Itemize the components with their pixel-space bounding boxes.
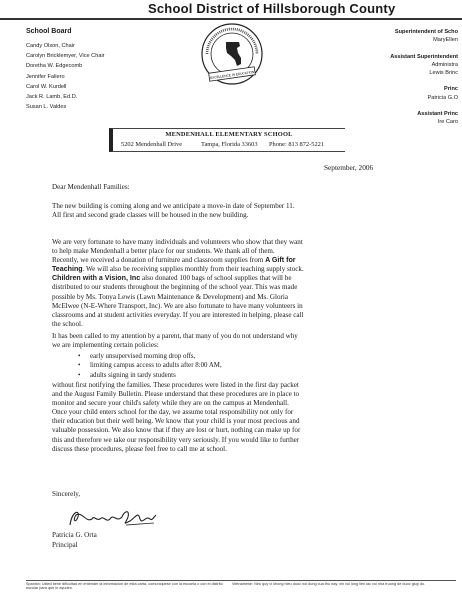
text-run: McElwee (N-E-Where Transport, Inc). We are also fortunate to have many volunteers in xyxy=(52,301,303,310)
school-phone: Phone: 813 872-5221 xyxy=(269,141,325,148)
closing: Sincerely, xyxy=(52,490,81,498)
text-line: discuss these procedures, please feel free to call me at school. xyxy=(52,444,227,453)
bullet-icon: • xyxy=(78,353,81,360)
admin-line: Superintendent of Scho xyxy=(394,29,458,35)
signer-name: Patricia G. Orta xyxy=(52,531,97,539)
admin-line: MaryEllen xyxy=(433,37,458,44)
bullet-icon: • xyxy=(78,362,81,370)
text-run: Recently, we received a donation of furniture and classroom supplies from xyxy=(52,256,266,265)
text-line: The new building is coming along and we anticipate a move-in date of September 11. xyxy=(52,202,295,210)
text-line xyxy=(52,265,412,274)
bold-text-run: Teaching xyxy=(52,265,83,274)
admin-line xyxy=(382,77,458,85)
admin-line: Lewis Brinc xyxy=(429,70,458,77)
text-run: also donated 100 bags of school supplies that will be xyxy=(140,274,292,283)
text-line: and the August Family Bulletin. Please understand that these procedures are in place to xyxy=(52,390,300,399)
bullet-item xyxy=(78,361,222,370)
text-run: possible by Ms. Tonya Lewis (Lawn Maintenance & Development) and Ms. Gloria xyxy=(52,292,288,301)
text-line: we are implementing certain policies: xyxy=(52,341,159,350)
footer-translation-note-right: Vietnamese: Neu quy vi khong hieu duoc noi dung cua thu nay, xin vui long lien lac voi nha truong de duoc giup do. xyxy=(232,582,426,586)
footer-divider xyxy=(26,580,456,581)
paragraph-2 xyxy=(52,238,412,329)
text-run: . We will also be receiving supplies monthly from their teaching supply stock. xyxy=(82,265,304,274)
letter-date: September, 2006 xyxy=(324,163,374,172)
school-info-box xyxy=(109,128,345,152)
text-line: All first and second grade classes will be housed in the new building. xyxy=(52,211,249,220)
bullet-text: early unsupervised morning drop offs, xyxy=(90,353,196,360)
district-title: School District of Hillsborough County xyxy=(148,1,396,16)
administration-column xyxy=(382,28,458,126)
board-member: Jack R. Lamb, Ed.D. xyxy=(26,94,78,101)
text-line xyxy=(52,274,412,283)
admin-line: Administra xyxy=(431,61,458,68)
signer-title: Principal xyxy=(52,541,78,549)
school-address: 5202 Mendenhall Drive xyxy=(121,141,183,148)
admin-line: Patricia G.O xyxy=(427,94,458,101)
text-line: their education but their well being. We know that your child is your most precious and xyxy=(52,417,300,426)
bullet-text: limiting campus access to adults after 8:00 AM, xyxy=(90,362,222,370)
school-board-list xyxy=(26,41,105,112)
text-run: We are very fortunate to have many individuals and volunteers who show that they want xyxy=(52,238,303,246)
text-run: distributed to our students throughout the beginning of the school year. This was made xyxy=(52,283,298,292)
board-member: Jennifer Faliero xyxy=(26,73,65,80)
bold-text-run: A Gift for xyxy=(265,256,296,265)
school-city: Tampa, Florida 33603 xyxy=(201,141,258,148)
school-name: MENDENHALL ELEMENTARY SCHOOL xyxy=(165,131,293,138)
bullet-item xyxy=(78,371,222,380)
admin-line xyxy=(382,44,458,52)
board-member: Susan L. Valdes xyxy=(26,104,67,111)
admin-line: Assistant Superintendent xyxy=(390,53,458,60)
svg-text:EXCELLENCE IN EDUCATION: EXCELLENCE IN EDUCATION xyxy=(209,69,255,81)
text-line: without first notifying the families. These procedures were listed in the first day packet xyxy=(52,381,299,389)
admin-line: Assistant Princ xyxy=(417,111,458,118)
text-line xyxy=(52,256,412,265)
admin-line: Ire Caro xyxy=(437,119,458,126)
text-line: this and therefore we take our responsibility very seriously. If you would like to further xyxy=(52,435,300,444)
salutation: Dear Mendenhall Families: xyxy=(52,183,130,191)
bullet-text: adults signing in tardy students xyxy=(90,371,176,379)
admin-line: Princ xyxy=(444,86,458,93)
header-divider xyxy=(0,18,462,20)
text-run: the school. xyxy=(52,319,83,328)
bullet-icon: • xyxy=(78,371,81,379)
text-line xyxy=(52,247,412,256)
paragraph-1 xyxy=(52,202,412,220)
bullet-item xyxy=(78,352,222,361)
admin-line xyxy=(382,102,458,110)
school-board-heading: School Board xyxy=(26,28,72,35)
paragraph-3-rest xyxy=(52,381,412,454)
text-line xyxy=(52,302,412,311)
text-line: monitor and secure your child's safety while they are on the campus at Mendenhall. xyxy=(52,399,289,408)
text-line xyxy=(52,283,412,292)
text-line xyxy=(52,238,412,247)
handwritten-signature xyxy=(66,505,158,533)
district-seal-logo xyxy=(199,22,265,88)
text-line: Once your child enters school for the day, we assume total responsibility not only for xyxy=(52,408,294,417)
board-member: Carol W. Kurdell xyxy=(26,83,67,90)
footer-translation-note-left: Spanish: Usted tiene dificultad en entender la informacion de esta carta, comuniquese con la escuela o con el distrito escolar para que le ayuden. xyxy=(26,582,223,591)
text-line xyxy=(52,311,412,320)
bold-text-run: Children with a Vision, Inc xyxy=(52,274,141,283)
board-member: Carolyn Bricklemyer, Vice Chair xyxy=(26,53,105,60)
text-line xyxy=(52,320,412,329)
board-member: Doretha W. Edgecomb xyxy=(26,63,83,70)
paragraph-3-intro xyxy=(52,332,412,350)
text-run: classrooms and at student activities everyday. If you are interested in helping, please call xyxy=(52,310,304,319)
text-run: to help make Mendenhall a better place for our students. We thank all of them. xyxy=(52,247,275,256)
board-member: Candy Olson, Chair xyxy=(26,43,75,49)
policy-bullet-list xyxy=(78,352,222,380)
text-line xyxy=(52,293,412,302)
text-line: valuable possession. We also know that if they are lost or hurt, nothing can make up for xyxy=(52,426,301,435)
text-line: It has been called to my attention by a parent, that many of you do not understand why xyxy=(52,332,298,340)
